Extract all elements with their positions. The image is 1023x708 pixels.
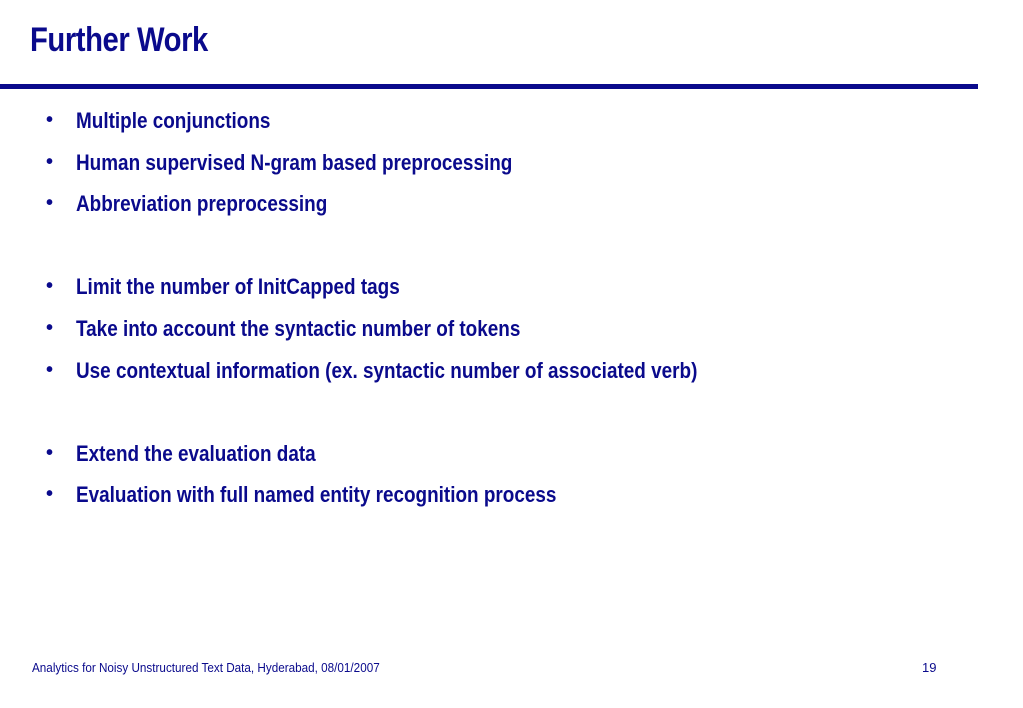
bullet-item <box>46 266 946 308</box>
bullet-text: Use contextual information (ex. syntactic number of associated verb) <box>76 357 698 383</box>
bullet-item <box>46 308 946 350</box>
slide-title: Further Work <box>30 21 208 59</box>
bullet-item <box>46 100 946 142</box>
bullet-icon: • <box>46 192 54 215</box>
bullet-item <box>46 183 946 225</box>
bullet-icon: • <box>46 441 54 464</box>
bullet-item <box>46 433 946 475</box>
bullet-icon: • <box>46 358 54 381</box>
bullet-icon: • <box>46 275 54 298</box>
bullet-text: Multiple conjunctions <box>76 108 271 133</box>
bullet-text: Limit the number of InitCapped tags <box>76 274 400 300</box>
bullet-list <box>46 100 946 516</box>
bullet-group-spacer <box>46 391 946 433</box>
bullet-item <box>46 474 946 516</box>
bullet-text: Extend the evaluation data <box>76 440 316 466</box>
footer-text: Analytics for Noisy Unstructured Text Data, Hyderabad, 08/01/2007 <box>32 660 380 675</box>
bullet-icon: • <box>46 109 54 131</box>
bullet-item <box>46 350 946 392</box>
title-divider <box>0 84 978 89</box>
bullet-item <box>46 142 946 184</box>
bullet-icon: • <box>46 316 54 339</box>
bullet-text: Evaluation with full named entity recognition process <box>76 482 557 508</box>
bullet-group-spacer <box>46 225 946 267</box>
page-number: 19 <box>922 660 937 675</box>
bullet-text: Abbreviation preprocessing <box>76 191 328 217</box>
bullet-icon: • <box>46 150 54 173</box>
bullet-text: Human supervised N-gram based preprocessing <box>76 149 513 175</box>
bullet-text: Take into account the syntactic number of tokens <box>76 315 521 341</box>
bullet-icon: • <box>46 483 54 506</box>
